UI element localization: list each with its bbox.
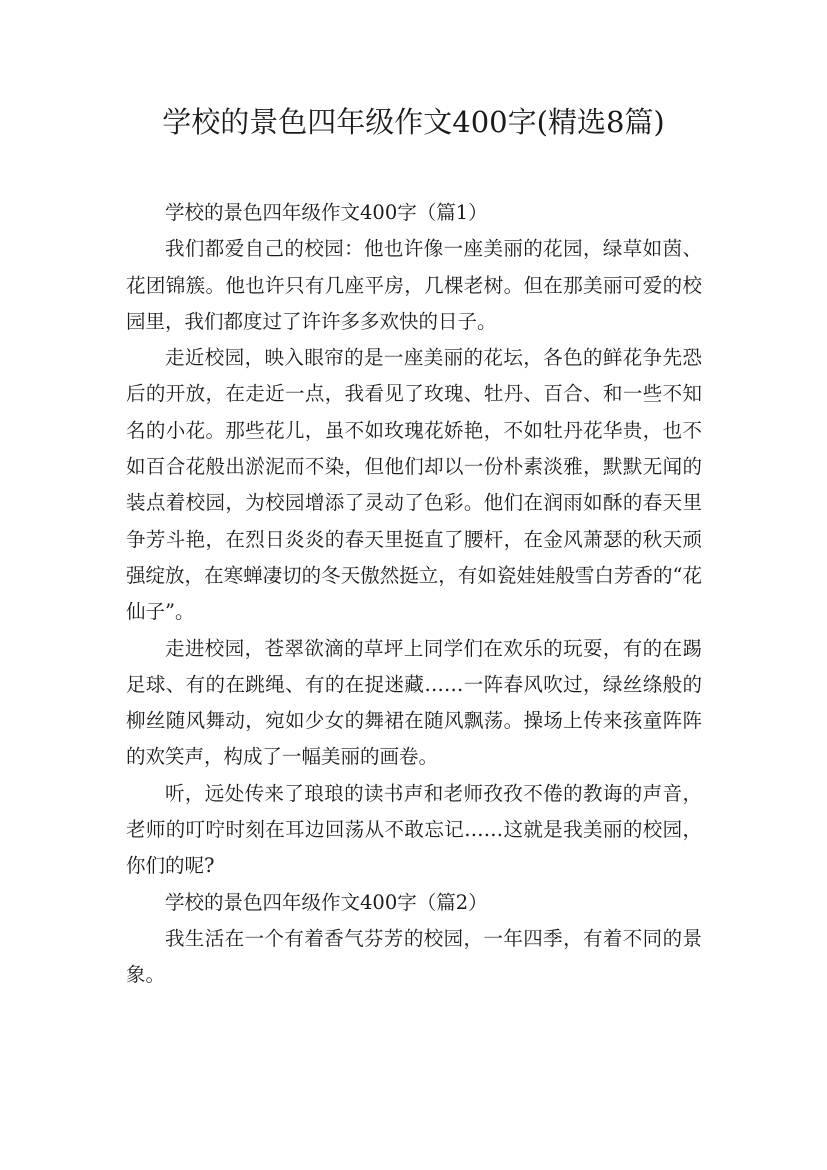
document-title: 学校的景色四年级作文400字(精选8篇) [162, 105, 665, 139]
paragraph: 走近校园，映入眼帘的是一座美丽的花坛，各色的鲜花争先恐后的开放，在走近一点，我看见了玫瑰、牡丹、百合、和一些不知名的小花。那些花儿，虽不如玫瑰花娇艳，不如牡丹花华贵，也不如百合花般出淤泥而不染，但他们却以一份朴素淡雅，默默无闻的装点着校园，为校园增添了灵动了色彩。他们在润雨如酥的春天里争芳斗艳，在烈日炎炎的春天里挺直了腰杆，在金风萧瑟的秋天顽强绽放，在寒蝉凄切的冬天傲然挺立，有如瓷娃娃般雪白芳香的“花仙子”。 [126, 346, 702, 624]
paragraph: 走进校园，苍翠欲滴的草坪上同学们在欢乐的玩耍，有的在踢足球、有的在跳绳、有的在捉迷藏……一阵春风吹过，绿丝绦般的柳丝随风舞动，宛如少女的舞裙在随风飘荡。操场上传来孩童阵阵的欢笑声，构成了一幅美丽的画卷。 [126, 636, 702, 769]
paragraph: 听，远处传来了琅琅的读书声和老师孜孜不倦的教诲的声音，老师的叮咛时刻在耳边回荡从不敢忘记……这就是我美丽的校园，你们的呢? [126, 781, 702, 878]
section-heading-1: 学校的景色四年级作文400字（篇1） [165, 201, 488, 224]
paragraph: 我生活在一个有着香气芬芳的校园，一年四季，有着不同的景象。 [126, 926, 702, 987]
document-body [126, 195, 702, 994]
paragraph: 我们都爱自己的校园：他也许像一座美丽的花园，绿草如茵、花团锦簇。他也许只有几座平房，几棵老树。但在那美丽可爱的校园里，我们都度过了许许多多欢快的日子。 [126, 237, 702, 333]
section-heading-2: 学校的景色四年级作文400字（篇2） [165, 890, 488, 914]
